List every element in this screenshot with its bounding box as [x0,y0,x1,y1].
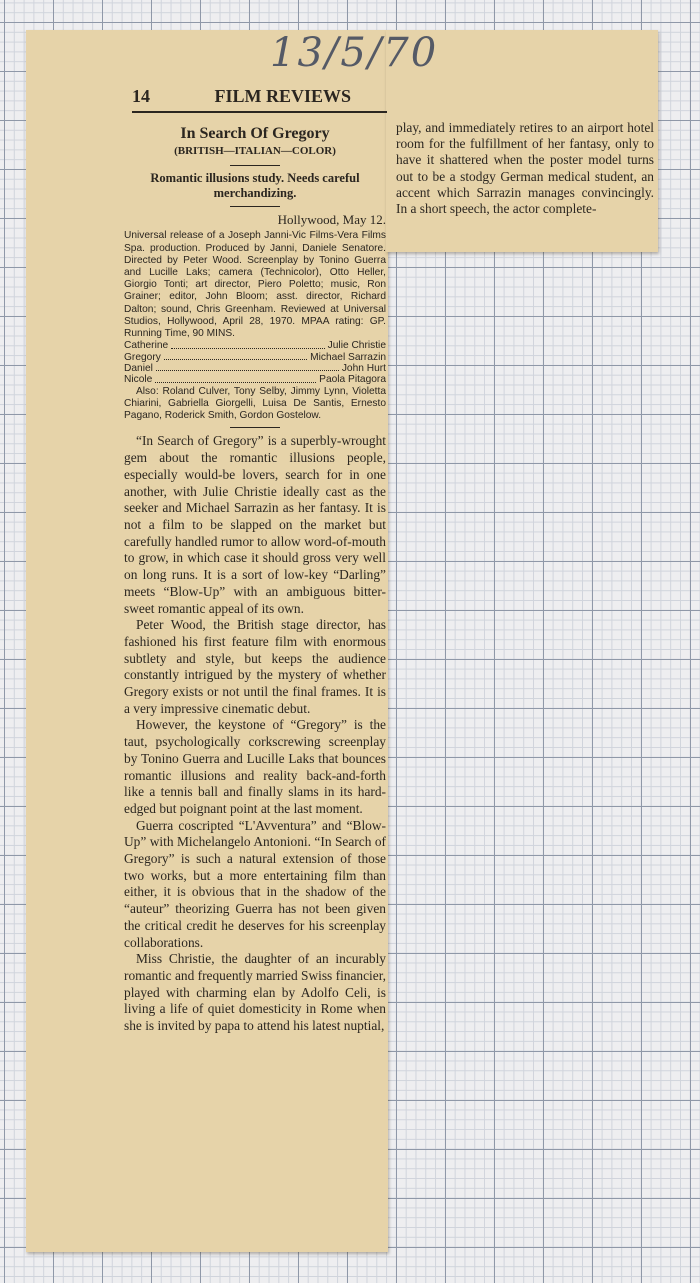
cast-row [124,340,386,351]
page-header [132,86,387,113]
handwritten-date: 13/5/70 [270,30,439,76]
divider [230,427,280,428]
body-paragraph: However, the keystone of “Gregory” is the taut, psychologically corkscrewing screenplay by Tonino Guerra and Lucille Laks that bounces romantic illusions and reality back-and-forth like a tennis ball and finally slams in its hard-edged but poignant point at the last moment. [124,717,386,816]
cast-actor: Julie Christie [327,340,386,352]
cast-list [124,340,386,386]
leader-dots [164,352,307,360]
review-body [124,433,386,1034]
cast-row [124,352,386,363]
cast-role: Nicole [124,374,153,386]
leader-dots [155,374,316,382]
body-paragraph: “In Search of Gregory” is a superbly-wrought gem about the romantic illusions people, especially would-be lovers, search for in one another, with Julie Christie ideally cast as the seeker and Michael Sarrazin as her fantasy. It is not a film to be slapped on the market but carefully handled rumor to allow word-of-mouth to grow, in which case it should gross very well on long runs. It is a sort of low-key “Darling” meets “Blow-Up” with an ambiguous bitter-sweet romantic appeal of its own. [124,433,386,616]
cast-actor: Michael Sarrazin [310,351,386,363]
divider [230,206,280,207]
cast-row [124,363,386,374]
divider [230,165,280,166]
cast-role: Catherine [124,340,169,352]
cast-actor: Paola Pitagora [319,374,386,386]
review-title: In Search Of Gregory [180,125,330,142]
review-tagline: Romantic illusions study. Needs careful merchandizing. [150,170,360,200]
cast-actor: John Hurt [341,363,386,375]
section-title: FILM REVIEWS [214,86,352,106]
body-paragraph: Guerra coscripted “L'Avventura” and “Blow-Up” with Michelangelo Antonioni. “In Search of Gregory” is such a natural extension of those two works, but a more entertaining film than either, it is obvious that in the shadow of the “auteur” theorizing Guerra has not been given the critical credit he deserves for his screenplay collaborations. [124,817,386,950]
cast-role: Daniel [124,363,153,375]
also-cast: Also: Roland Culver, Tony Selby, Jimmy Lynn, Violetta Chiarini, Gabriella Giorgelli, Luisa De Santis, Ernesto Pagano, Roderick Smith, Gordon Gostelow. [124,385,386,422]
credits-block: Universal release of a Joseph Janni-Vic Films-Vera Films Spa. production. Produced by Janni, Daniele Senatore. Directed by Peter Wood. Screenplay by Tonino Guerra and Lucille Laks; camera (Technicolor), Otto Heller, Giorgio Tonti; art director, Piero Poletto; music, Ron Grainer; editor, John Bloom; asst. director, Richard Dalton; sound, Chris Greenham. Reviewed at Universal Studios, Hollywood, April 28, 1970. MPAA rating: GP. Running Time, 90 MINS. [124,230,386,340]
cast-row [124,374,386,385]
dateline: Hollywood, May 12. [277,211,386,227]
leader-dots [156,363,339,371]
review-column [124,124,386,1035]
leader-dots [171,340,324,348]
review-subtitle: (BRITISH—ITALIAN—COLOR) [174,145,336,157]
page-number: 14 [132,86,150,106]
body-paragraph: Miss Christie, the daughter of an incurably romantic and frequently married Swiss financier, played with charming elan by Adolfo Celi, is living a life of quiet domesticity in Rome when she is invited by papa to attend his latest nuptial, [124,951,386,1034]
cast-role: Gregory [124,351,161,363]
continuation-text: play, and immediately retires to an airport hotel room for the fulfillment of her fantasy, only to have it shattered when the poster model turns out to be a stodgy German medical student, an accent which Sarrazin manages convincingly. In a short speech, the actor complete- [396,120,654,217]
body-paragraph: Peter Wood, the British stage director, has fashioned his first feature film with enormous subtlety and style, but keeps the audience constantly intrigued by the mystery of whether Gregory exists or not until the final frames. It is a very impressive cinematic debut. [124,617,386,716]
